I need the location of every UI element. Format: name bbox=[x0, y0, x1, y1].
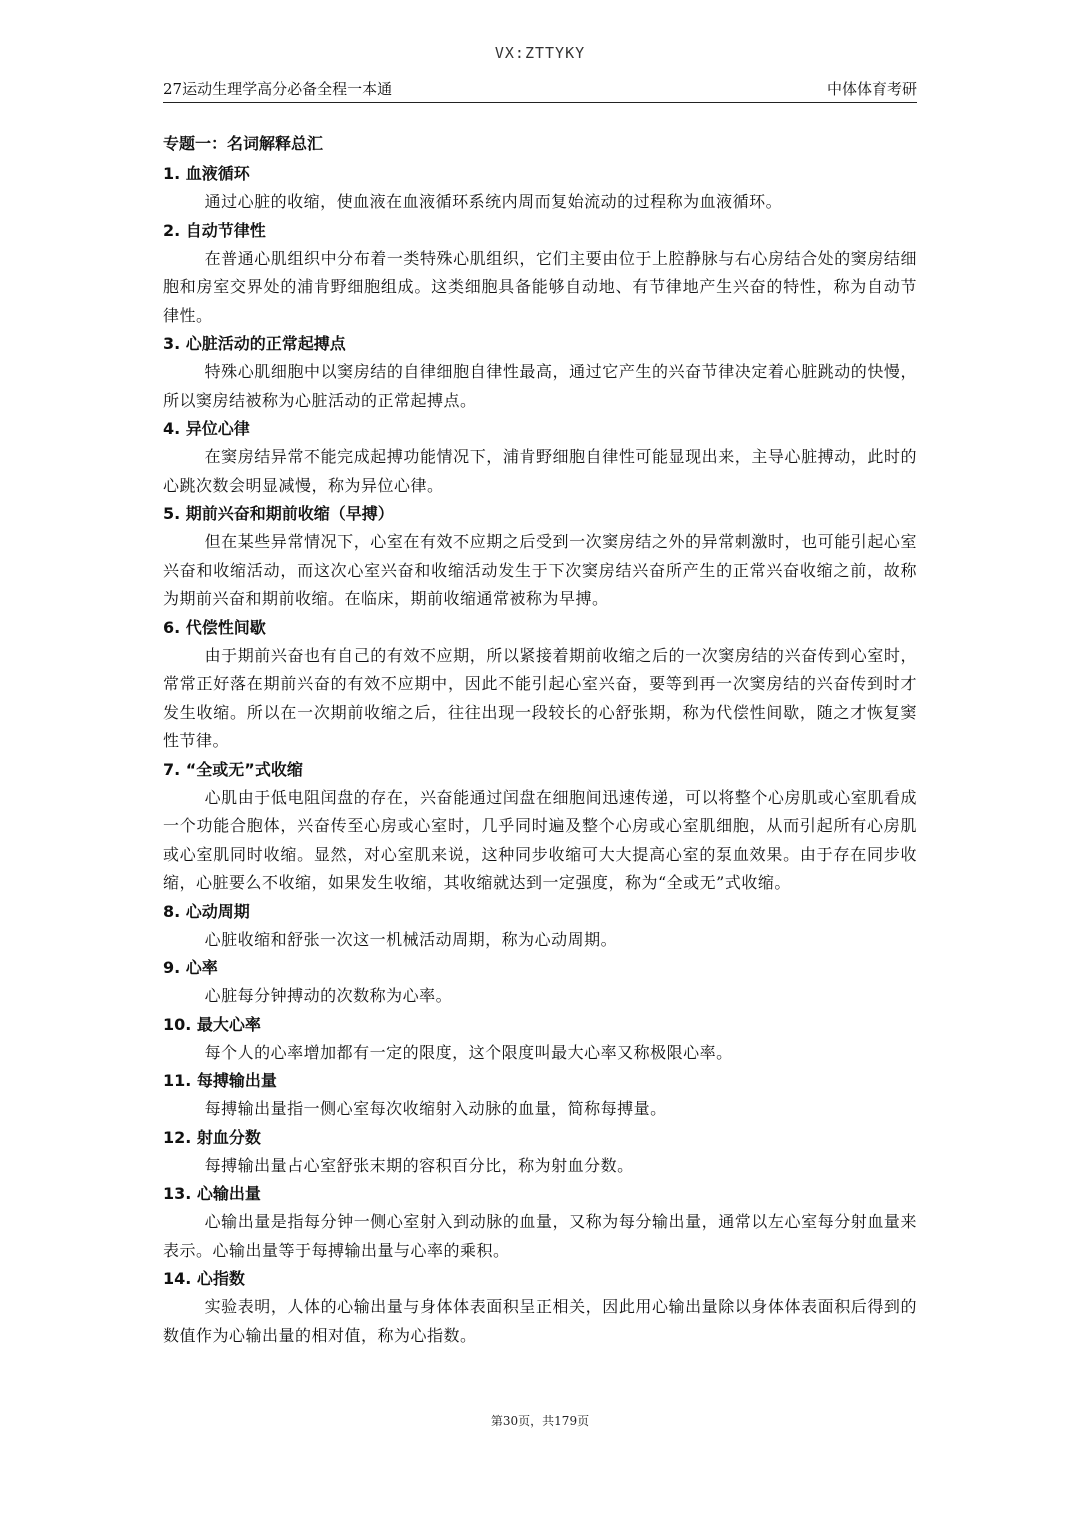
page-content bbox=[163, 128, 917, 1350]
entry-definition: 每个人的心率增加都有一定的限度，这个限度叫最大心率又称极限心率。 bbox=[204, 1042, 733, 1062]
entry-term: 5. 期前兴奋和期前收缩（早搏） bbox=[163, 504, 394, 523]
entry-term: 7. “全或无”式收缩 bbox=[163, 759, 303, 779]
entry-definition: 每搏输出量指一侧心室每次收缩射入动脉的血量，简称每搏量。 bbox=[204, 1099, 667, 1118]
watermark: VX:ZTTYKY bbox=[494, 44, 586, 62]
entry-definition: 特殊心肌细胞中以窦房结的自律细胞自律性最高，通过它产生的兴奋节律决定着心脏跳动的快慢，所以窦房结被称为心脏活动的正常起搏点。 bbox=[163, 362, 917, 410]
book-title: 27运动生理学高分必备全程一本通 bbox=[163, 80, 393, 98]
entry-term: 8. 心动周期 bbox=[163, 901, 250, 921]
entry-definition: 在普通心肌组织中分布着一类特殊心肌组织，它们主要由位于上腔静脉与右心房结合处的窦房结细胞和房室交界处的浦肯野细胞组成。这类细胞具备能够自动地、有节律地产生兴奋的特性，称为自动节律性。 bbox=[163, 248, 917, 325]
entry-definition: 但在某些异常情况下，心室在有效不应期之后受到一次窦房结之外的异常刺激时，也可能引起心室兴奋和收缩活动，而这次心室兴奋和收缩活动发生于下次窦房结兴奋所产生的正常兴奋收缩之前，故称为期前兴奋和期前收缩。在临床，期前收缩通常被称为早搏。 bbox=[163, 532, 917, 608]
entry-term: 3. 心脏活动的正常起搏点 bbox=[163, 334, 346, 353]
entry-term: 4. 异位心律 bbox=[163, 419, 250, 438]
page-number: 第30页，共179页 bbox=[490, 1414, 590, 1428]
entry-definition: 心脏每分钟搏动的次数称为心率。 bbox=[204, 986, 453, 1005]
entry-list bbox=[163, 160, 917, 1350]
entry-term: 12. 射血分数 bbox=[163, 1127, 261, 1147]
running-header bbox=[163, 76, 917, 103]
entry-definition: 每搏输出量占心室舒张末期的容积百分比，称为射血分数。 bbox=[204, 1155, 634, 1175]
entry-term: 6. 代偿性间歇 bbox=[163, 617, 266, 637]
entry-term: 14. 心指数 bbox=[163, 1269, 245, 1288]
topic-title: 专题一：名词解释总汇 bbox=[163, 134, 324, 153]
entry-definition: 心肌由于低电阻闰盘的存在，兴奋能通过闰盘在细胞间迅速传递，可以将整个心房肌或心室肌看成一个功能合胞体，兴奋传至心房或心室时，几乎同时遍及整个心房或心室肌细胞，从而引起所有心房肌或心室肌同时收缩。显然，对心室肌来说，这种同步收缩可大大提高心室的泵血效果。由于存在同步收缩，心脏要么不收缩，如果发生收缩，其收缩就达到一定强度，称为“全或无”式收缩。 bbox=[163, 787, 917, 892]
entry-definition: 心输出量是指每分钟一侧心室射入到动脉的血量，又称为每分输出量，通常以左心室每分射血量来表示。心输出量等于每搏输出量与心率的乘积。 bbox=[163, 1212, 917, 1260]
entry-definition: 心脏收缩和舒张一次这一机械活动周期，称为心动周期。 bbox=[204, 929, 618, 949]
entry-term: 9. 心率 bbox=[163, 958, 218, 977]
entry-term: 2. 自动节律性 bbox=[163, 220, 266, 240]
entry-definition: 在窦房结异常不能完成起搏功能情况下，浦肯野细胞自律性可能显现出来，主导心脏搏动，此时的心跳次数会明显减慢，称为异位心律。 bbox=[163, 447, 917, 495]
entry-term: 13. 心输出量 bbox=[163, 1184, 261, 1203]
entry-term: 11. 每搏输出量 bbox=[163, 1071, 277, 1090]
entry-definition: 实验表明，人体的心输出量与身体体表面积呈正相关，因此用心输出量除以身体体表面积后得到的数值作为心输出量的相对值，称为心指数。 bbox=[163, 1297, 917, 1345]
entry-term: 1. 血液循环 bbox=[163, 164, 250, 183]
entry-definition: 由于期前兴奋也有自己的有效不应期，所以紧接着期前收缩之后的一次窦房结的兴奋传到心室时，常常正好落在期前兴奋的有效不应期中，因此不能引起心室兴奋，要等到再一次窦房结的兴奋传到时才发生收缩。所以在一次期前收缩之后，往往出现一段较长的心舒张期，称为代偿性间歇，随之才恢复窦性节律。 bbox=[163, 645, 917, 750]
entry-definition: 通过心脏的收缩，使血液在血液循环系统内周而复始流动的过程称为血液循环。 bbox=[204, 192, 783, 211]
publisher-name: 中体体育考研 bbox=[826, 80, 917, 98]
entry-term: 10. 最大心率 bbox=[163, 1014, 261, 1034]
